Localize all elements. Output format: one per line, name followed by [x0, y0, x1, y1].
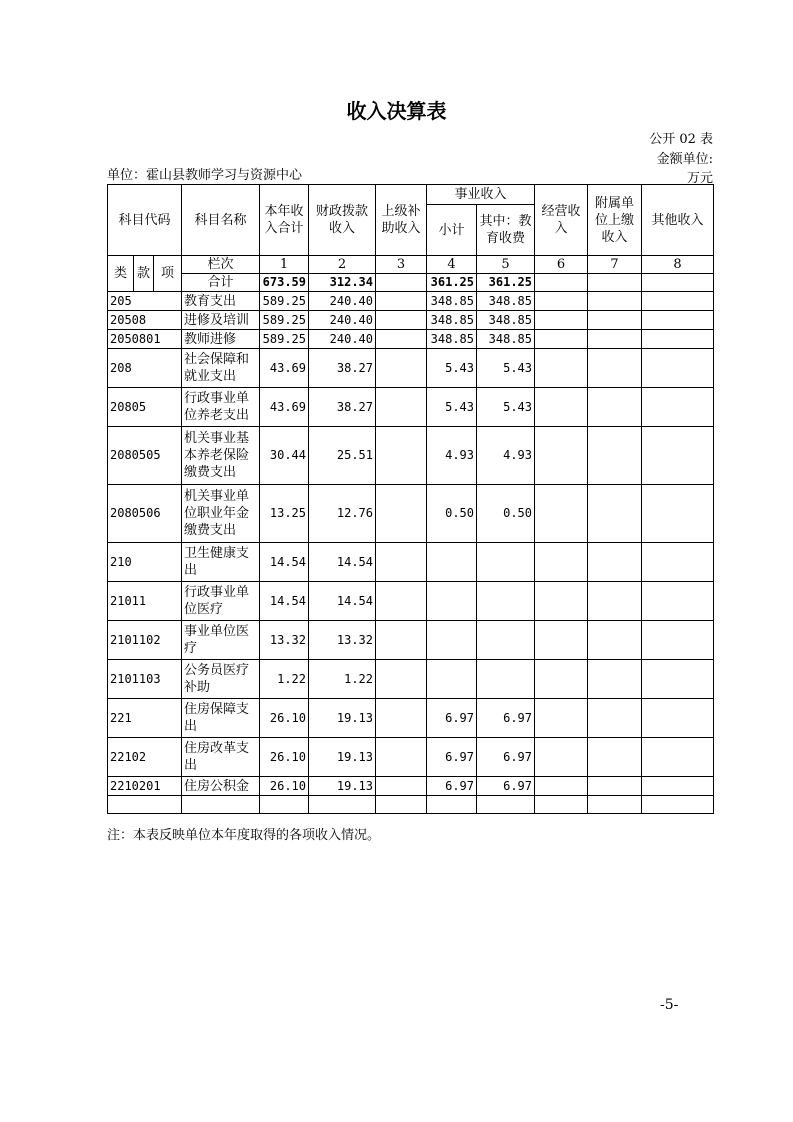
- row-upper: [376, 543, 427, 582]
- row-income-total: 589.25: [260, 311, 309, 330]
- row-operating: [535, 330, 588, 349]
- row-affiliated: [588, 349, 642, 388]
- row-edu-fee: 6.97: [477, 777, 535, 796]
- row-upper: [376, 349, 427, 388]
- header-operating: 经营收入: [535, 185, 588, 256]
- header-code: 科目代码: [108, 185, 182, 256]
- row-code: 22102: [108, 738, 182, 777]
- row-other: [642, 738, 714, 777]
- empty-cell: [182, 796, 260, 814]
- page-title: 收入决算表: [346, 99, 447, 123]
- total-subtotal: 361.25: [427, 274, 477, 292]
- table-row: [108, 777, 714, 796]
- row-other: [642, 311, 714, 330]
- row-income-total: 13.25: [260, 485, 309, 543]
- total-operating: [535, 274, 588, 292]
- empty-cell: [427, 796, 477, 814]
- empty-cell: [108, 796, 182, 814]
- row-other: [642, 582, 714, 621]
- row-name: 社会保障和就业支出: [182, 349, 260, 388]
- col-num: 8: [642, 256, 714, 274]
- row-other: [642, 485, 714, 543]
- row-edu-fee: 348.85: [477, 292, 535, 311]
- col-num: 2: [309, 256, 376, 274]
- row-upper: [376, 738, 427, 777]
- row-other: [642, 292, 714, 311]
- row-fiscal: 13.32: [309, 621, 376, 660]
- amount-unit-value: 万元: [686, 171, 713, 186]
- row-name: 机关事业单位职业年金缴费支出: [182, 485, 260, 543]
- row-subtotal: 5.43: [427, 388, 477, 427]
- page-number: -5-: [660, 997, 679, 1013]
- col-num: 6: [535, 256, 588, 274]
- row-name: 行政事业单位养老支出: [182, 388, 260, 427]
- row-name: 住房公积金: [182, 777, 260, 796]
- row-fiscal: 1.22: [309, 660, 376, 699]
- row-affiliated: [588, 660, 642, 699]
- col-num: 5: [477, 256, 535, 274]
- header-affiliated: 附属单位上缴收入: [588, 185, 642, 256]
- row-upper: [376, 388, 427, 427]
- row-other: [642, 349, 714, 388]
- row-operating: [535, 621, 588, 660]
- row-fiscal: 240.40: [309, 292, 376, 311]
- row-income-total: 13.32: [260, 621, 309, 660]
- row-upper: [376, 621, 427, 660]
- table-row: [108, 738, 714, 777]
- header-name: 科目名称: [182, 185, 260, 256]
- row-operating: [535, 349, 588, 388]
- col-num: 3: [376, 256, 427, 274]
- row-income-total: 589.25: [260, 292, 309, 311]
- row-operating: [535, 311, 588, 330]
- table-row: [108, 660, 714, 699]
- row-name: 行政事业单位医疗: [182, 582, 260, 621]
- row-operating: [535, 699, 588, 738]
- row-subtotal: [427, 582, 477, 621]
- total-affiliated: [588, 274, 642, 292]
- row-income-total: 43.69: [260, 388, 309, 427]
- row-income-total: 14.54: [260, 543, 309, 582]
- header-upper: 上级补助收入: [376, 185, 427, 256]
- header-fiscal: 财政拨款收入: [309, 185, 376, 256]
- row-subtotal: 348.85: [427, 311, 477, 330]
- row-operating: [535, 777, 588, 796]
- table-row: [108, 485, 714, 543]
- row-fiscal: 19.13: [309, 699, 376, 738]
- row-code: 2210201: [108, 777, 182, 796]
- row-edu-fee: 6.97: [477, 738, 535, 777]
- row-subtotal: 6.97: [427, 699, 477, 738]
- row-fiscal: 240.40: [309, 330, 376, 349]
- row-name: 公务员医疗补助: [182, 660, 260, 699]
- empty-cell: [477, 796, 535, 814]
- row-fiscal: 25.51: [309, 427, 376, 485]
- row-income-total: 589.25: [260, 330, 309, 349]
- row-upper: [376, 427, 427, 485]
- row-affiliated: [588, 388, 642, 427]
- row-income-total: 14.54: [260, 582, 309, 621]
- row-edu-fee: [477, 582, 535, 621]
- amount-unit-label: 金额单位:: [656, 152, 713, 167]
- row-subtotal: 5.43: [427, 349, 477, 388]
- row-other: [642, 427, 714, 485]
- row-edu-fee: [477, 660, 535, 699]
- table-row: [108, 330, 714, 349]
- row-subtotal: [427, 660, 477, 699]
- row-edu-fee: 0.50: [477, 485, 535, 543]
- row-affiliated: [588, 485, 642, 543]
- row-other: [642, 660, 714, 699]
- empty-row: [108, 796, 714, 814]
- row-fiscal: 38.27: [309, 349, 376, 388]
- row-code: 2080505: [108, 427, 182, 485]
- row-name: 卫生健康支出: [182, 543, 260, 582]
- col-num: 1: [260, 256, 309, 274]
- row-other: [642, 621, 714, 660]
- row-edu-fee: 348.85: [477, 311, 535, 330]
- empty-cell: [588, 796, 642, 814]
- row-income-total: 1.22: [260, 660, 309, 699]
- row-code: 2080506: [108, 485, 182, 543]
- row-subtotal: 348.85: [427, 292, 477, 311]
- row-subtotal: 0.50: [427, 485, 477, 543]
- row-name: 教师进修: [182, 330, 260, 349]
- row-upper: [376, 485, 427, 543]
- row-code: 21011: [108, 582, 182, 621]
- row-upper: [376, 292, 427, 311]
- row-operating: [535, 543, 588, 582]
- header-lei: 类: [108, 256, 134, 292]
- row-fiscal: 14.54: [309, 543, 376, 582]
- row-affiliated: [588, 330, 642, 349]
- row-operating: [535, 485, 588, 543]
- row-code: 2050801: [108, 330, 182, 349]
- header-row-1: [108, 185, 714, 205]
- row-code: 221: [108, 699, 182, 738]
- table-note: 注：本表反映单位本年度取得的各项收入情况。: [107, 828, 381, 843]
- row-fiscal: 19.13: [309, 738, 376, 777]
- organization-name: 单位：霍山县教师学习与资源中心: [107, 168, 303, 183]
- row-affiliated: [588, 427, 642, 485]
- row-affiliated: [588, 311, 642, 330]
- table-row: [108, 292, 714, 311]
- row-operating: [535, 582, 588, 621]
- row-affiliated: [588, 292, 642, 311]
- row-affiliated: [588, 621, 642, 660]
- row-income-total: 26.10: [260, 699, 309, 738]
- row-subtotal: 348.85: [427, 330, 477, 349]
- row-fiscal: 12.76: [309, 485, 376, 543]
- row-income-total: 26.10: [260, 777, 309, 796]
- row-upper: [376, 699, 427, 738]
- total-label: 合计: [182, 274, 260, 292]
- total-income: 673.59: [260, 274, 309, 292]
- total-other: [642, 274, 714, 292]
- table-row: [108, 543, 714, 582]
- row-fiscal: 38.27: [309, 388, 376, 427]
- row-code: 208: [108, 349, 182, 388]
- total-edu-fee: 361.25: [477, 274, 535, 292]
- table-row: [108, 349, 714, 388]
- row-fiscal: 14.54: [309, 582, 376, 621]
- row-code: 20805: [108, 388, 182, 427]
- row-affiliated: [588, 777, 642, 796]
- row-edu-fee: 5.43: [477, 349, 535, 388]
- form-number: 公开 02 表: [649, 132, 713, 147]
- row-income-total: 26.10: [260, 738, 309, 777]
- table-row: [108, 699, 714, 738]
- total-upper: [376, 274, 427, 292]
- row-edu-fee: 4.93: [477, 427, 535, 485]
- row-operating: [535, 388, 588, 427]
- row-edu-fee: [477, 621, 535, 660]
- empty-cell: [309, 796, 376, 814]
- row-edu-fee: [477, 543, 535, 582]
- header-xiang: 项: [154, 256, 182, 292]
- table-row: [108, 311, 714, 330]
- row-name: 教育支出: [182, 292, 260, 311]
- row-fiscal: 240.40: [309, 311, 376, 330]
- row-code: 2101103: [108, 660, 182, 699]
- empty-cell: [376, 796, 427, 814]
- row-affiliated: [588, 543, 642, 582]
- row-code: 205: [108, 292, 182, 311]
- header-edu-fee: 其中：教育收费: [477, 205, 535, 256]
- row-affiliated: [588, 699, 642, 738]
- row-name: 住房保障支出: [182, 699, 260, 738]
- row-operating: [535, 738, 588, 777]
- table-row: [108, 582, 714, 621]
- total-row: [108, 274, 714, 292]
- row-subtotal: 4.93: [427, 427, 477, 485]
- row-edu-fee: 348.85: [477, 330, 535, 349]
- row-affiliated: [588, 738, 642, 777]
- row-operating: [535, 660, 588, 699]
- col-num: 4: [427, 256, 477, 274]
- row-code: 210: [108, 543, 182, 582]
- row-upper: [376, 777, 427, 796]
- empty-cell: [260, 796, 309, 814]
- table-row: [108, 388, 714, 427]
- row-other: [642, 777, 714, 796]
- row-subtotal: [427, 621, 477, 660]
- header-subtotal: 小计: [427, 205, 477, 256]
- row-edu-fee: 6.97: [477, 699, 535, 738]
- row-subtotal: 6.97: [427, 738, 477, 777]
- row-operating: [535, 292, 588, 311]
- row-edu-fee: 5.43: [477, 388, 535, 427]
- row-subtotal: [427, 543, 477, 582]
- table-row: [108, 427, 714, 485]
- row-upper: [376, 582, 427, 621]
- header-total: 本年收入合计: [260, 185, 309, 256]
- row-subtotal: 6.97: [427, 777, 477, 796]
- row-other: [642, 543, 714, 582]
- row-code: 20508: [108, 311, 182, 330]
- total-fiscal: 312.34: [309, 274, 376, 292]
- row-operating: [535, 427, 588, 485]
- row-name: 住房改革支出: [182, 738, 260, 777]
- row-other: [642, 330, 714, 349]
- header-lanci: 栏次: [182, 256, 260, 274]
- row-fiscal: 19.13: [309, 777, 376, 796]
- row-code: 2101102: [108, 621, 182, 660]
- row-other: [642, 699, 714, 738]
- header-business: 事业收入: [427, 185, 535, 205]
- row-upper: [376, 330, 427, 349]
- empty-cell: [535, 796, 588, 814]
- income-table: [107, 184, 714, 814]
- row-other: [642, 388, 714, 427]
- column-number-row: [108, 256, 714, 274]
- row-upper: [376, 660, 427, 699]
- row-name: 机关事业基本养老保险缴费支出: [182, 427, 260, 485]
- row-name: 事业单位医疗: [182, 621, 260, 660]
- table-row: [108, 621, 714, 660]
- header-other: 其他收入: [642, 185, 714, 256]
- row-name: 进修及培训: [182, 311, 260, 330]
- empty-cell: [642, 796, 714, 814]
- header-kuan: 款: [134, 256, 154, 292]
- col-num: 7: [588, 256, 642, 274]
- row-affiliated: [588, 582, 642, 621]
- row-upper: [376, 311, 427, 330]
- row-income-total: 30.44: [260, 427, 309, 485]
- row-income-total: 43.69: [260, 349, 309, 388]
